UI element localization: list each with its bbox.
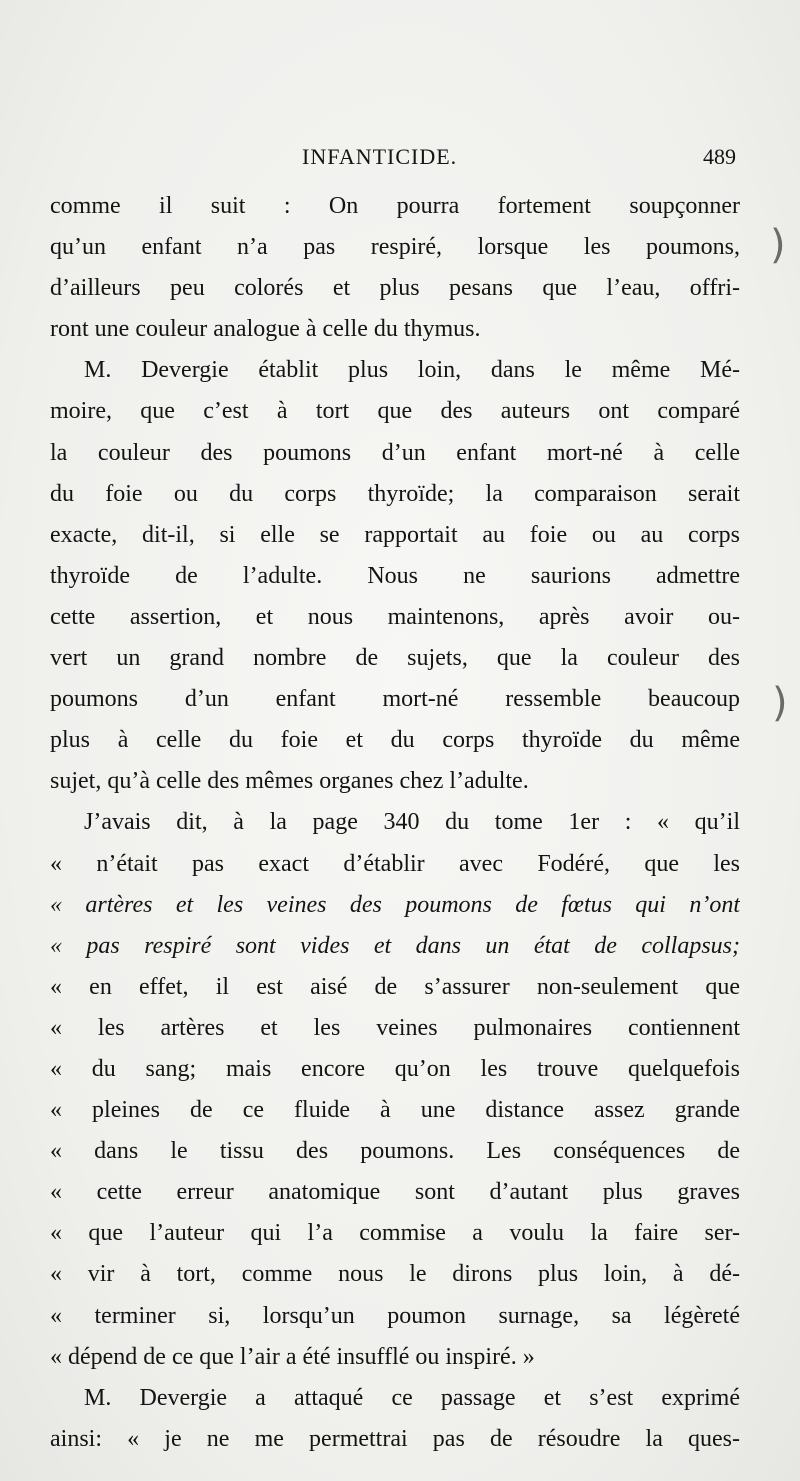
text-line: « dépend de ce que l’air a été insufflé ou inspiré. » [50, 1343, 535, 1370]
text-line: du foie ou du corps thyroïde; la comparaison serait [50, 480, 740, 507]
page-number: 489 [703, 144, 736, 169]
text-line: d’ailleurs peu colorés et plus pesans que l’eau, offri- [50, 275, 740, 302]
text-line: cette assertion, et nous maintenons, après avoir ou- [50, 603, 740, 630]
text-line: « dans le tissu des poumons. Les conséquences de [50, 1138, 740, 1165]
page-header [50, 140, 740, 176]
text-line: thyroïde de l’adulte. Nous ne saurions admettre [50, 562, 740, 589]
text-line: la couleur des poumons d’un enfant mort-né à celle [50, 439, 740, 466]
margin-bracket-mark: ) [772, 680, 788, 726]
text-line: qu’un enfant n’a pas respiré, lorsque les poumons, [50, 234, 740, 261]
text-line: plus à celle du foie et du corps thyroïde du même [50, 727, 740, 754]
text-line: « artères et les veines des poumons de fœtus qui n’ont [50, 891, 740, 918]
text-line: M. Devergie établit plus loin, dans le même Mé- [84, 357, 740, 384]
text-line: exacte, dit-il, si elle se rapportait au foie ou au corps [50, 521, 740, 548]
text-line: moire, que c’est à tort que des auteurs ont comparé [50, 398, 740, 425]
text-line: comme il suit : On pourra fortement soupçonner [50, 193, 740, 219]
text-line: sujet, qu’à celle des mêmes organes chez l’adulte. [50, 768, 529, 795]
text-line: J’avais dit, à la page 340 du tome 1er : « qu’il [84, 809, 740, 836]
text-line: vert un grand nombre de sujets, que la couleur des [50, 645, 740, 672]
running-title: INFANTICIDE. [302, 144, 458, 169]
text-line: « vir à tort, comme nous le dirons plus loin, à dé- [50, 1261, 740, 1288]
margin-bracket-mark: ) [770, 222, 786, 268]
text-line: « du sang; mais encore qu’on les trouve quelquefois [50, 1055, 740, 1082]
body-text [50, 186, 740, 1460]
text-line: ainsi: « je ne me permettrai pas de résoudre la ques- [50, 1425, 740, 1452]
text-line: poumons d’un enfant mort-né ressemble beaucoup [50, 686, 740, 713]
text-line: ront une couleur analogue à celle du thymus. [50, 316, 481, 343]
text-line: « en effet, il est aisé de s’assurer non-seulement que [50, 973, 740, 1000]
text-line: « cette erreur anatomique sont d’autant plus graves [50, 1179, 740, 1206]
text-line: M. Devergie a attaqué ce passage et s’est exprimé [84, 1384, 740, 1411]
text-line: « terminer si, lorsqu’un poumon surnage, sa légèreté [50, 1302, 740, 1329]
text-line: « pleines de ce fluide à une distance assez grande [50, 1097, 740, 1124]
text-line: « n’était pas exact d’établir avec Fodéré, que les [50, 850, 740, 877]
text-line: « pas respiré sont vides et dans un état de collapsus; [50, 932, 740, 959]
text-line: « les artères et les veines pulmonaires contiennent [50, 1014, 740, 1041]
text-line: « que l’auteur qui l’a commise a voulu la faire ser- [50, 1220, 740, 1247]
